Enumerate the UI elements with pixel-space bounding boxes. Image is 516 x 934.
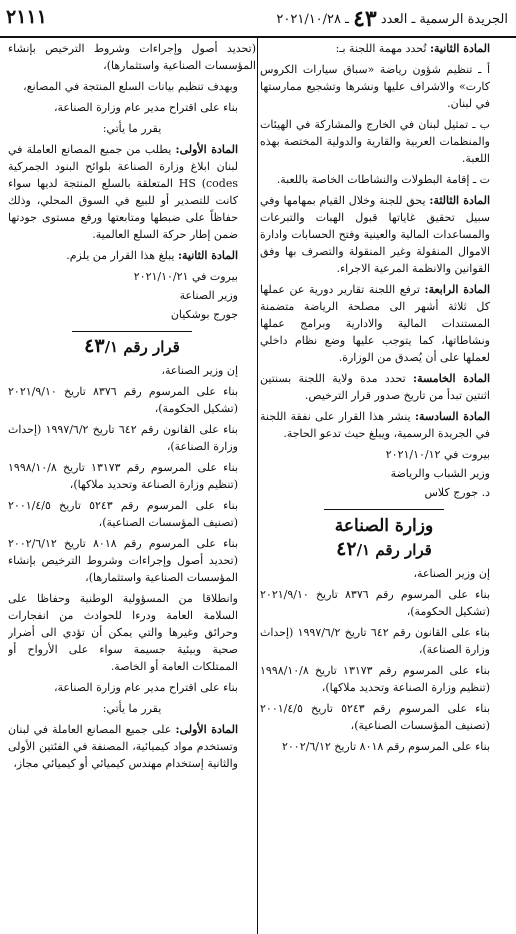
proposal-text: بناء على اقتراح مدير عام وزارة الصناعة، (53, 681, 238, 694)
article-2-item-c: ت ـ إقامة البطولات والنشاطات الخاصة باللعبة. (276, 173, 490, 186)
basis-3: بناء على المرسوم رقم ١٣١٧٣ تاريخ ١٩٩٨/١٠/٨ (تنظيم وزارة الصناعة وتحديد ملاكها)، (260, 664, 490, 694)
article-5: المادة الخامسة: تحدد مدة ولاية اللجنة بسنتين اثنتين تبدأ من تاريخ صدور قرار الترخيص. (260, 372, 490, 402)
issue-date: ـ ٢٠٢١/١٠/٢٨ (276, 12, 349, 27)
journal-name: الجريدة الرسمية ـ العدد (380, 12, 508, 27)
page-number: ٢١١١ (6, 6, 47, 28)
article-2: المادة الثانية: تُحدد مهمة اللجنة بـ: (335, 42, 490, 55)
signer-title: وزير الصناعة (179, 289, 238, 302)
decides-text: يقرر ما يأتي: (102, 702, 162, 715)
decision-heading: قرار رقم ٤٣/١ (84, 335, 180, 357)
section-separator (72, 331, 192, 332)
basis-4: بناء على المرسوم رقم ٥٢٤٣ تاريخ ٢٠٠١/٤/٥ (تصنيف المؤسسات الصناعية)، (260, 702, 490, 732)
article-3: المادة الثالثة: يحق للجنة وخلال القيام بمهامها وفي سبيل تحقيق غاياتها قبول الهبات والتبرعات والمساعدات المالية والعينية وفتح الحسابات وادارة الاموال المنقولة وغير المنقولة والتصرف بها وفق القوانين والانظمة المرعية الاجراء. (260, 194, 490, 275)
basis-1: بناء على المرسوم رقم ٨٣٧٦ تاريخ ٢٠٢١/٩/١٠ (تشكيل الحكومة)، (260, 588, 490, 618)
ministry-heading: وزارة الصناعة (334, 516, 434, 536)
basis-5: بناء على المرسوم رقم ٨٠١٨ تاريخ ٢٠٠٢/٦/١٢ (281, 740, 490, 753)
right-column (260, 38, 508, 934)
basis-2: بناء على القانون رقم ٦٤٢ تاريخ ١٩٩٧/٦/٢ (إحداث وزارة الصناعة)، (260, 626, 490, 656)
signer-name: د. جورج كلاس (424, 486, 490, 499)
basis-4: بناء على المرسوم رقم ٥٢٤٣ تاريخ ٢٠٠١/٤/٥ (تصنيف المؤسسات الصناعية)، (8, 499, 238, 529)
continued-text: (تحديد أصول وإجراءات وشروط الترخيص بإنشاء المؤسسات الصناعية واستثمارها)، (8, 42, 256, 72)
article-4: المادة الرابعة: ترفع اللجنة تقارير دورية عن عملها كل ثلاثة أشهر الى مصلحة الرياضة متضمنة المستندات المالية والادارية وبرامج عملها ونشاطاتها، كما يتوجب عليها وضع نظام داخلي لعملها على أن يُصدق من الوزارة. (260, 283, 490, 364)
article-1: المادة الأولى: على جميع المصانع العاملة في لبنان وتستخدم مواد كيميائية، المصنفة في الفئتين الأولى والثانية إستخدام مهندس كيميائي أو كيميائي مجاز، (8, 723, 238, 770)
decision-intro: إن وزير الصناعة، (161, 364, 238, 377)
place-date: بيروت في ٢٠٢١/١٠/١٢ (385, 448, 490, 461)
signer-name: جورج بوشكيان (170, 308, 238, 321)
basis-5: بناء على المرسوم رقم ٨٠١٨ تاريخ ٢٠٠٢/٦/١٢ (تحديد أصول وإجراءات وشروط الترخيص بإنشاء المؤسسات الصناعية واستثمارها)، (8, 537, 238, 584)
article-6: المادة السادسة: ينشر هذا القرار على نفقة اللجنة في الجريدة الرسمية، ويبلغ حيث تدعو الحاجة. (260, 410, 490, 440)
decision-intro: إن وزير الصناعة، (413, 567, 490, 580)
article-2: المادة الثانية: يبلغ هذا القرار من يلزم. (66, 249, 238, 262)
page-header (0, 0, 516, 38)
motive-text: وانطلاقا من المسؤولية الوطنية وحفاظا على السلامة العامة ودرءا للحوادث من انفجارات وحرائق وغيرها والتي يمكن أن تؤدي الى أضرار صحية وبيئية جسيمة سواء على الأرواح أو الممتلكات العامة أو الخاصة. (8, 592, 238, 673)
journal-title (276, 6, 508, 32)
section-separator (324, 509, 444, 510)
article-2-item-b: ب ـ تمثيل لبنان في الخارج والمشاركة في الهيئات والمنظمات العربية والقارية والدولية المختصة بهذه اللعبة. (260, 118, 490, 165)
proposal-text: بناء على اقتراح مدير عام وزارة الصناعة، (53, 101, 238, 114)
signer-title: وزير الشباب والرياضة (390, 467, 490, 480)
decides-text: يقرر ما يأتي: (102, 122, 162, 135)
column-divider (257, 38, 258, 934)
place-date: بيروت في ٢٠٢١/١٠/٢١ (133, 270, 238, 283)
left-column (8, 38, 256, 934)
issue-number: ٤٣ (353, 6, 377, 32)
basis-3: بناء على المرسوم رقم ١٣١٧٣ تاريخ ١٩٩٨/١٠/٨ (تنظيم وزارة الصناعة وتحديد ملاكها)، (8, 461, 238, 491)
article-1: المادة الأولى: يطلب من جميع المصانع العاملة في لبنان ابلاغ وزارة الصناعة بلوائح البنود الجمركية HS (codes المتعلقة بالسلع المنتجة لديها سواء كانت للتصدير أو للبيع في السوق المحلي، وذلك حفاظاً على ضبطها ومتابعتها ورفع مستوى جودتها ضمن إطار حركة السلع العالمية. (8, 143, 238, 241)
basis-1: بناء على المرسوم رقم ٨٣٧٦ تاريخ ٢٠٢١/٩/١٠ (تشكيل الحكومة)، (8, 385, 238, 415)
aim-text: وبهدف تنظيم بيانات السلع المنتجة في المصانع، (23, 80, 238, 93)
decision-heading: قرار رقم ٤٢/١ (336, 538, 432, 560)
basis-2: بناء على القانون رقم ٦٤٢ تاريخ ١٩٩٧/٦/٢ (إحداث وزارة الصناعة)، (8, 423, 238, 453)
article-2-item-a: أ ـ تنظيم شؤون رياضة «سباق سيارات الكروس كارت» والاشراف عليها ونشرها وتشجيع ممارستها في لبنان. (260, 63, 490, 110)
